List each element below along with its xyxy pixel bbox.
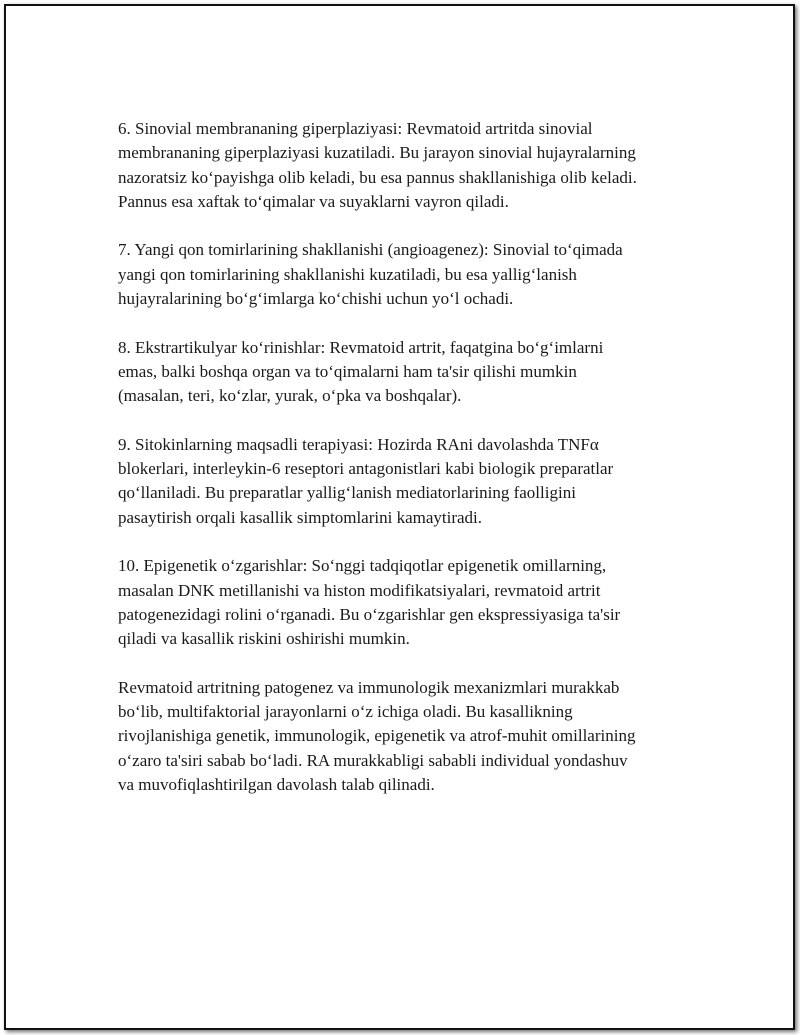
text-line: blokerlari, interleykin-6 reseptori antagonistlari kabi biologik preparatlar (118, 459, 614, 479)
text-line: qoʻllaniladi. Bu preparatlar yalligʻlanish mediatorlarining faolligini (118, 483, 576, 503)
text-line: patogenezidagi rolini oʻrganadi. Bu oʻzgarishlar gen ekspressiyasiga ta'sir (118, 604, 621, 624)
document-body (118, 117, 688, 822)
text-line: Revmatoid artritning patogenez va immunologik mexanizmlari murakkab (118, 677, 620, 697)
paragraph-epigenetics (118, 554, 688, 651)
text-line: qiladi va kasallik riskini oshirishi mumkin. (118, 629, 410, 649)
text-line: 7. Yangi qon tomirlarining shakllanishi (angioagenez): Sinovial toʻqimada (118, 240, 623, 260)
text-line: 6. Sinovial membrananing giperplaziyasi: Revmatoid artritda sinovial (118, 119, 593, 138)
paragraph-conclusion (118, 676, 688, 797)
text-line: hujayralarining boʻgʻimlarga koʻchishi uchun yoʻl ochadi. (118, 289, 514, 309)
text-line: nazoratsiz koʻpayishga olib keladi, bu esa pannus shakllanishiga olib keladi. (118, 167, 637, 187)
text-line: 10. Epigenetik oʻzgarishlar: Soʻnggi tadqiqotlar epigenetik omillarning, (118, 556, 607, 576)
paragraph-extraarticular (118, 336, 688, 409)
text-line: Pannus esa xaftak toʻqimalar va suyaklarni vayron qiladi. (118, 191, 509, 211)
paragraph-cytokine-therapy (118, 433, 688, 530)
paragraph-angiogenesis (118, 238, 688, 311)
text-line: emas, balki boshqa organ va toʻqimalarni ham ta'sir qilishi mumkin (118, 361, 577, 381)
text-line: masalan DNK metillanishi va histon modifikatsiyalari, revmatoid artrit (118, 580, 601, 600)
text-line: pasaytirish orqali kasallik simptomlarini kamaytiradi. (118, 507, 483, 527)
text-line: rivojlanishiga genetik, immunologik, epigenetik va atrof-muhit omillarining (118, 726, 636, 746)
text-line: 9. Sitokinlarning maqsadli terapiyasi: Hozirda RAni davolashda TNFα (118, 434, 599, 454)
text-line: boʻlib, multifaktorial jarayonlarni oʻz ichiga oladi. Bu kasallikning (118, 702, 573, 722)
text-line: va muvofiqlashtirilgan davolash talab qilinadi. (118, 775, 435, 795)
text-line: 8. Ekstrartikulyar koʻrinishlar: Revmatoid artrit, faqatgina boʻgʻimlarni (118, 337, 604, 357)
text-line: membrananing giperplaziyasi kuzatiladi. Bu jarayon sinovial hujayralarning (118, 143, 636, 163)
text-line: yangi qon tomirlarining shakllanishi kuzatiladi, bu esa yalligʻlanish (118, 264, 577, 284)
paragraph-synovial-hyperplasia (118, 117, 688, 214)
text-line: oʻzaro ta'siri sabab boʻladi. RA murakkabligi sababli individual yondashuv (118, 750, 628, 770)
text-line: (masalan, teri, koʻzlar, yurak, oʻpka va boshqalar). (118, 386, 462, 406)
